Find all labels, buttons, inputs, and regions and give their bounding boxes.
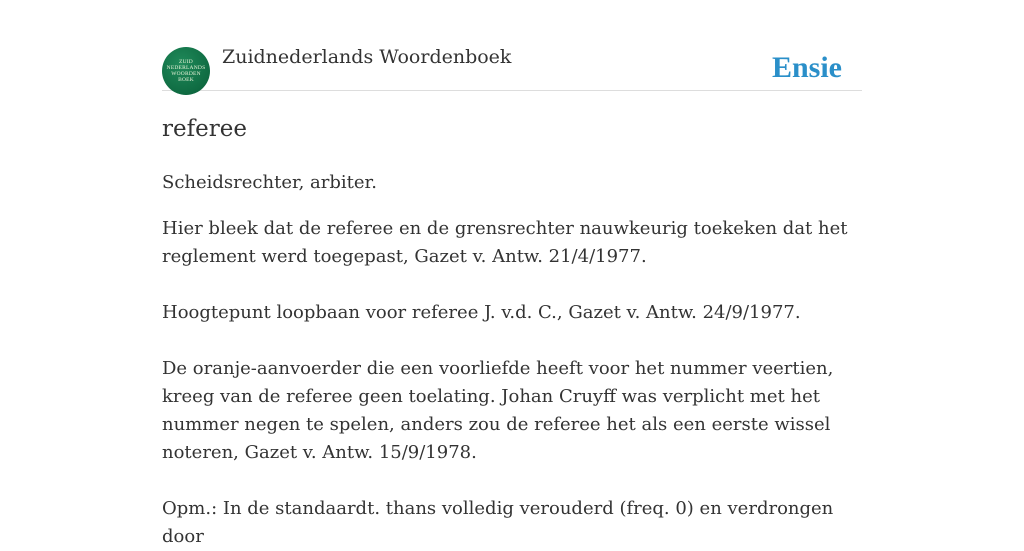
dictionary-logo[interactable]: [162, 47, 210, 95]
logo-text-line-3: WOORDEN: [171, 71, 201, 77]
ensie-brand-link[interactable]: Ensie: [771, 51, 842, 84]
header: [162, 0, 862, 91]
logo-text-line-4: BOEK: [178, 77, 194, 83]
logo-text-line-1: ZUID: [179, 59, 193, 65]
entry-quotes: [162, 215, 862, 551]
quote-paragraph: Hoogtepunt loopbaan voor referee J. v.d. C., Gazet v. Antw. 24/9/1977.: [162, 302, 801, 323]
dictionary-title-link[interactable]: Zuidnederlands Woordenboek: [222, 46, 512, 68]
quote-paragraph: Hier bleek dat de referee en de grensrechter nauwkeurig toekeken dat het reglement werd toegepast, Gazet v. Antw. 21/4/1977.: [162, 218, 848, 267]
logo-text-line-2: NEDERLANDS: [166, 65, 206, 71]
page: [162, 0, 862, 551]
entry-definition: Scheidsrechter, arbiter.: [162, 172, 377, 193]
remark-paragraph: Opm.: In de standaardt. thans volledig verouderd (freq. 0) en verdrongen door: [162, 498, 834, 547]
quote-paragraph: De oranje-aanvoerder die een voorliefde heeft voor het nummer veertien, kreeg van de referee geen toelating. Johan Cruyff was verplicht met het nummer negen te spelen, anders zou de referee het als een eerste wissel noteren, Gazet v. Antw. 15/9/1978.: [162, 358, 834, 463]
entry-headword: referee: [162, 116, 247, 142]
